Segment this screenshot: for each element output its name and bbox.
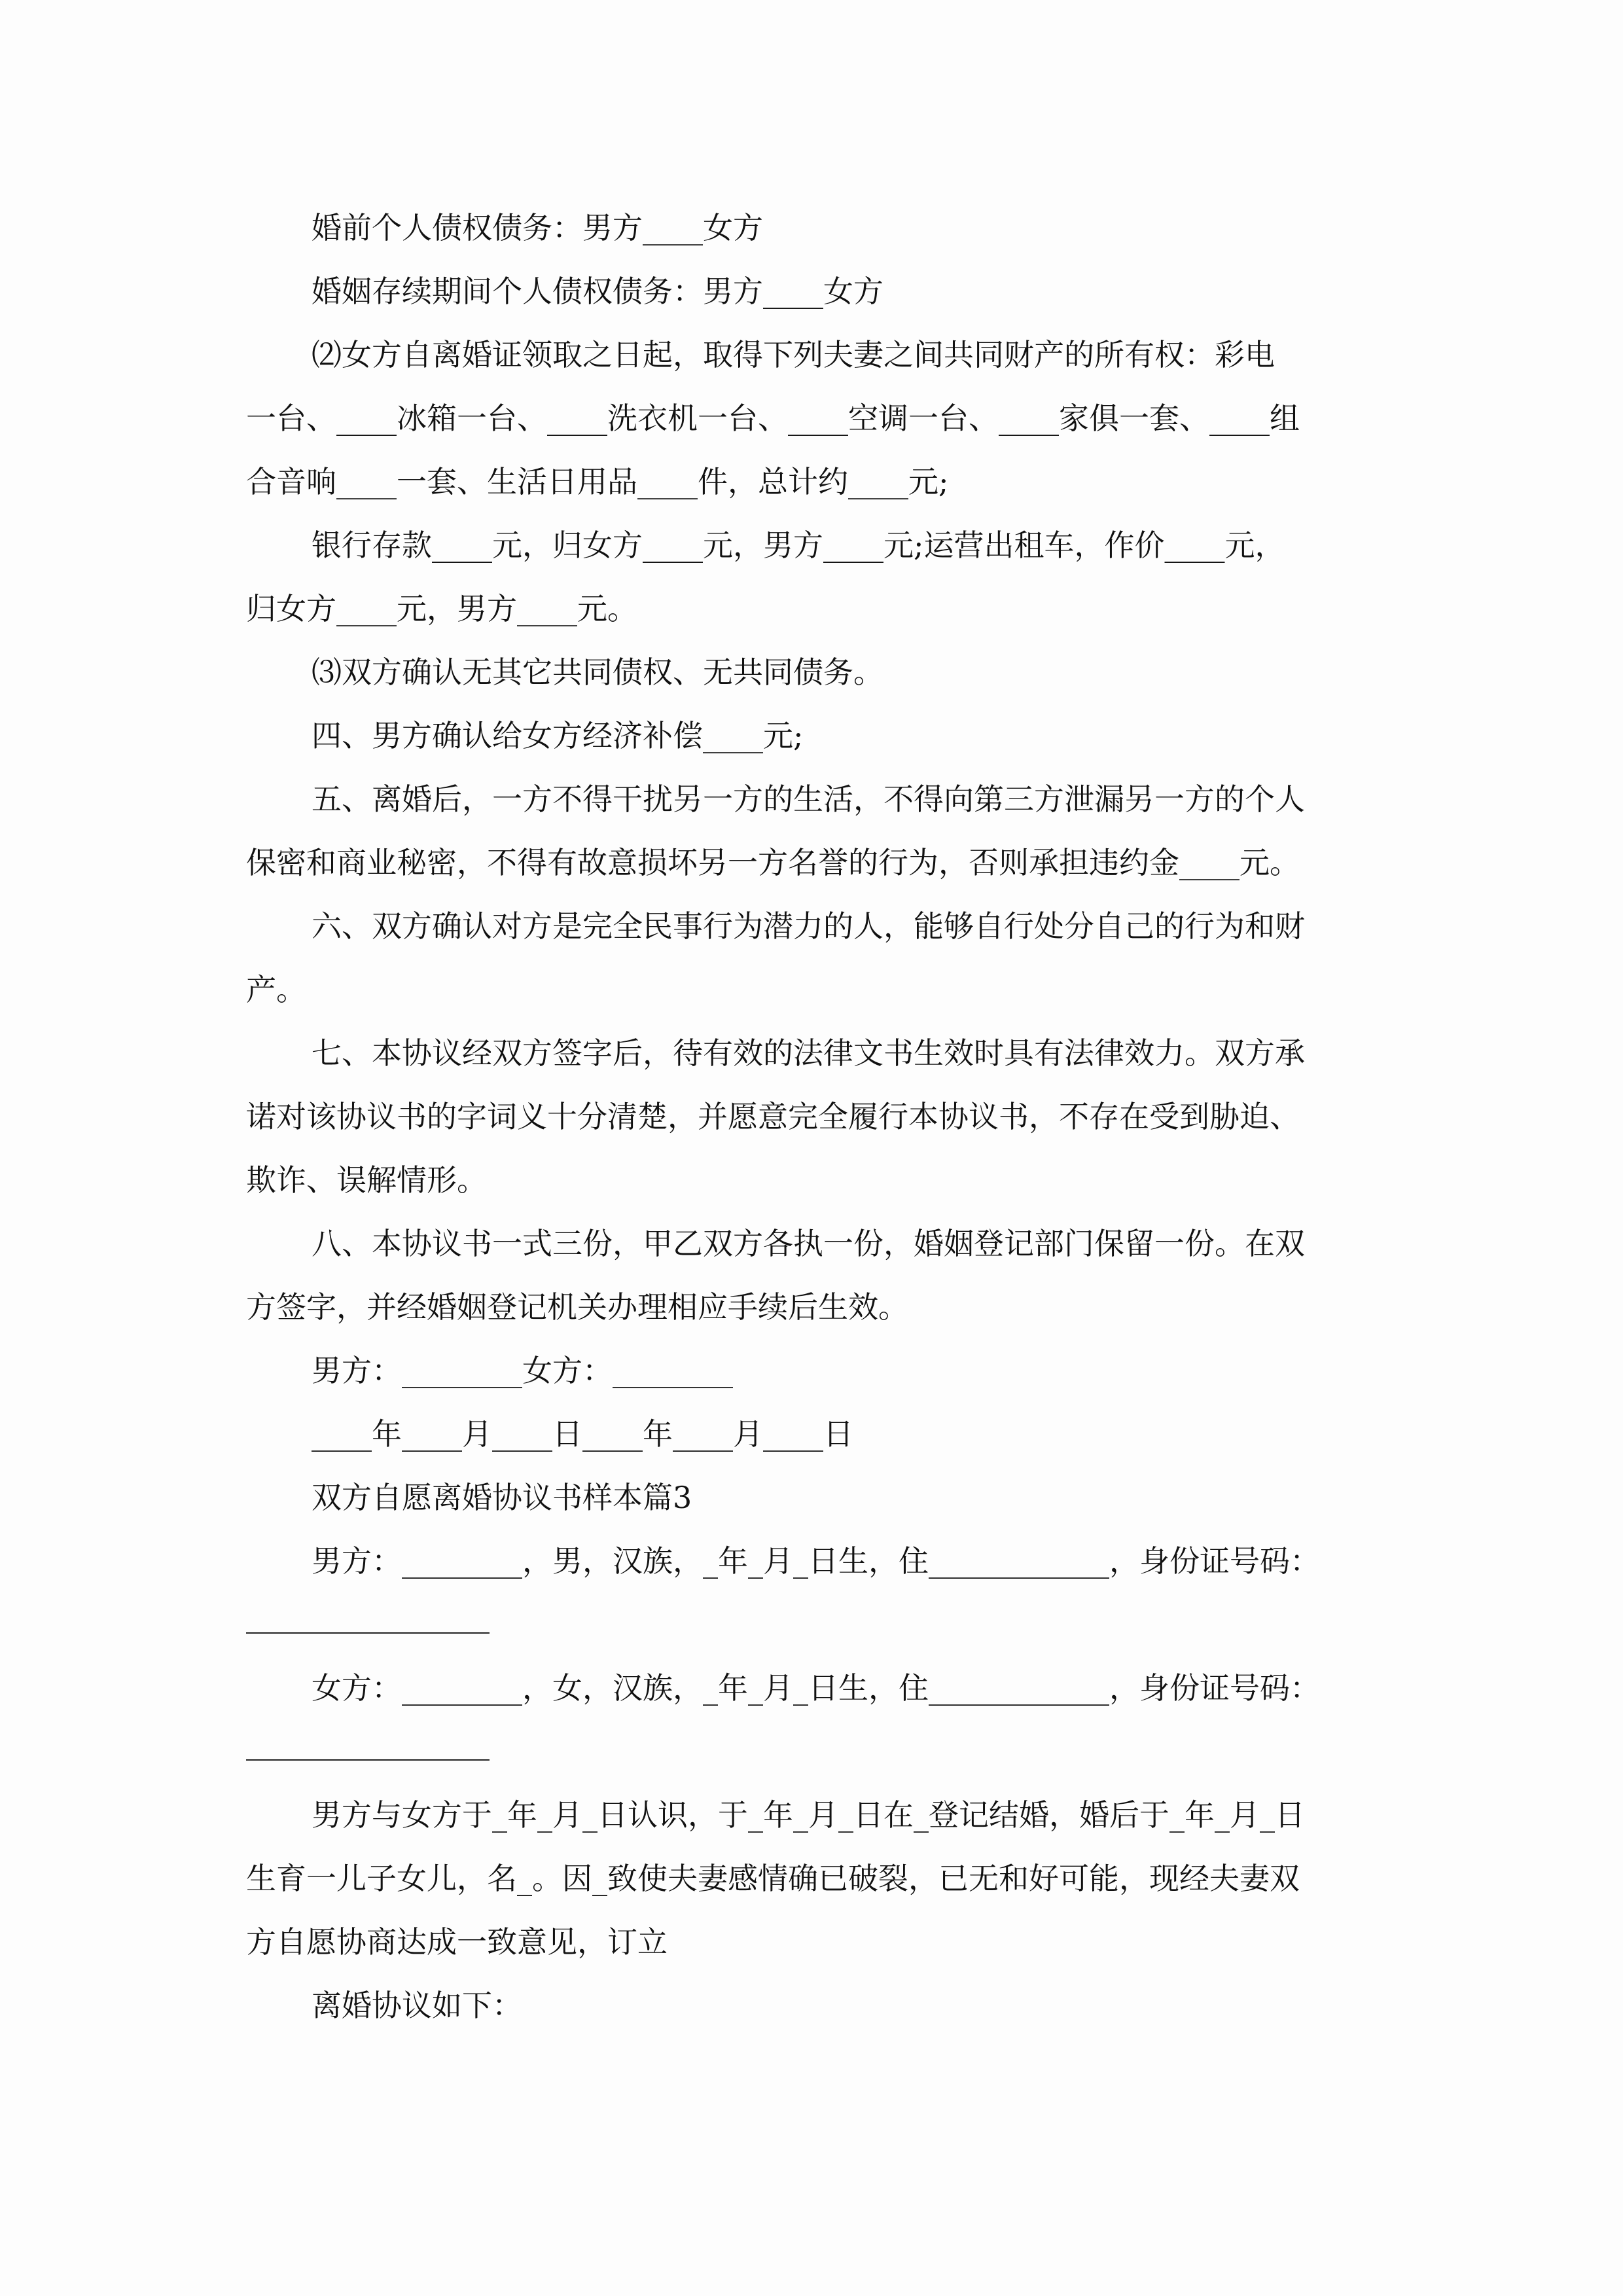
article-7-line-1: 七、本协议经双方签字后，待有效的法律文书生效时具有法律效力。双方承 — [312, 1035, 1305, 1071]
date-line: ____年____月____日____年____月____日 — [312, 1416, 853, 1452]
blank-rule — [246, 1632, 490, 1634]
marital-debt-line: 婚姻存续期间个人债权债务：男方____女方 — [312, 274, 883, 309]
article-7-line-2: 诺对该协议书的字词义十分清楚，并愿意完全履行本协议书，不存在受到胁迫、 — [246, 1099, 1300, 1134]
blank-rule — [246, 1759, 490, 1761]
clause-3-line: ⑶双方确认无其它共同债权、无共同债务。 — [312, 655, 883, 690]
premarital-debt-line: 婚前个人债权债务：男方____女方 — [312, 210, 763, 245]
article-4-line: 四、男方确认给女方经济补偿____元; — [312, 718, 804, 753]
clause-2-line-3: 合音响____一套、生活日用品____件，总计约____元; — [246, 464, 949, 499]
section-heading: 双方自愿离婚协议书样本篇3 — [312, 1480, 692, 1515]
article-6-line-1: 六、双方确认对方是完全民事行为潜力的人，能够自行处分自己的行为和财 — [312, 908, 1305, 944]
male-id-blank — [246, 1593, 1385, 1657]
document-body — [246, 196, 1385, 2037]
article-7-line-3: 欺诈、误解情形。 — [246, 1162, 487, 1198]
female-id-blank — [246, 1720, 1385, 1784]
signature-line: 男方：________女方：________ — [312, 1353, 733, 1388]
background-line-3: 方自愿协商达成一致意见，订立 — [246, 1924, 668, 1960]
article-8-line-1: 八、本协议书一式三份，甲乙双方各执一份，婚姻登记部门保留一份。在双 — [312, 1226, 1305, 1261]
bank-deposit-line-2: 归女方____元，男方____元。 — [246, 591, 637, 626]
background-line-1: 男方与女方于_年_月_日认识，于_年_月_日在_登记结婚，婚后于_年_月_日 — [312, 1797, 1305, 1833]
clause-2-line-2: 一台、____冰箱一台、____洗衣机一台、____空调一台、____家俱一套、____组 — [246, 401, 1300, 436]
bank-deposit-line-1: 银行存款____元，归女方____元，男方____元;运营出租车，作价____元， — [312, 528, 1285, 563]
article-5-line-1: 五、离婚后，一方不得干扰另一方的生活，不得向第三方泄漏另一方的个人 — [312, 781, 1305, 817]
article-8-line-2: 方签字，并经婚姻登记机关办理相应手续后生效。 — [246, 1289, 908, 1325]
agreement-intro-line: 离婚协议如下： — [312, 1988, 522, 2023]
background-line-2: 生育一儿子女儿，名_。因_致使夫妻感情确已破裂，已无和好可能，现经夫妻双 — [246, 1861, 1300, 1896]
article-5-line-2: 保密和商业秘密，不得有故意损坏另一方名誉的行为，否则承担违约金____元。 — [246, 845, 1300, 880]
female-party-info-line: 女方：________，女，汉族，_年_月_日生，住____________，身份证号码： — [312, 1670, 1320, 1706]
male-party-info-line: 男方：________，男，汉族，_年_月_日生，住____________，身份证号码： — [312, 1543, 1320, 1579]
clause-2-line-1: ⑵女方自离婚证领取之日起，取得下列夫妻之间共同财产的所有权：彩电 — [312, 337, 1275, 372]
article-6-line-2: 产。 — [246, 972, 306, 1007]
